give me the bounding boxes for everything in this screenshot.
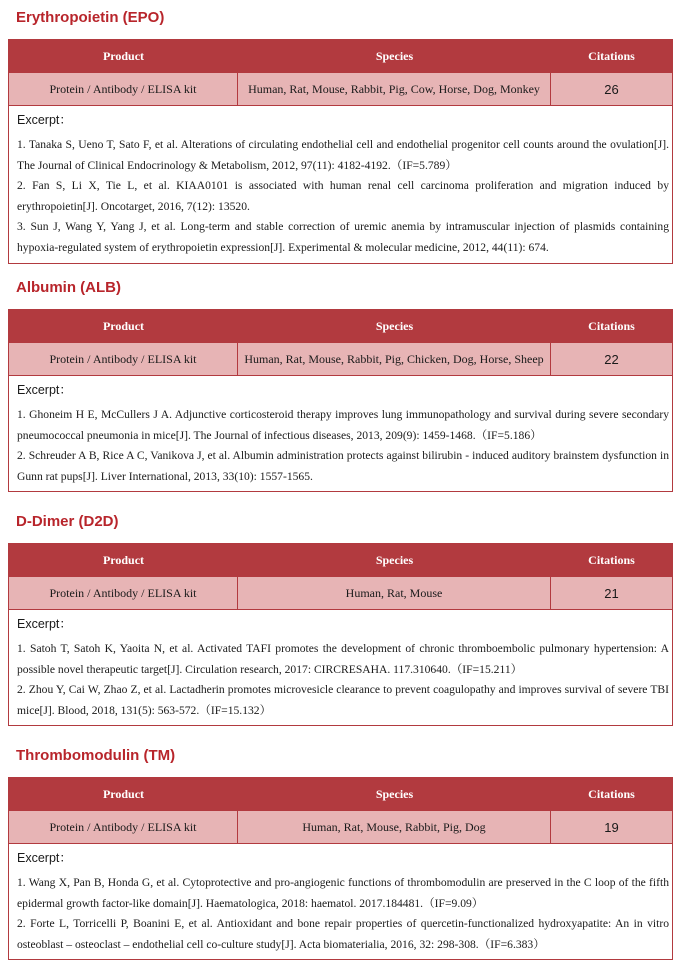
- excerpt-label: Excerpt：: [17, 851, 72, 865]
- table-header-row: [9, 40, 672, 72]
- table-header-row: [9, 544, 672, 576]
- product-table: [8, 309, 673, 492]
- header-product: Product: [102, 786, 145, 801]
- species-cell: Human, Rat, Mouse, Rabbit, Pig, Cow, Horse, Dog, Monkey: [238, 73, 551, 105]
- product-cell: Protein / Antibody / ELISA kit: [9, 73, 238, 105]
- product-table: [8, 39, 673, 264]
- reference-item: 1. Satoh T, Satoh K, Yaoita N, et al. Activated TAFI promotes the development of chronic thromboembolic pulmonary hypertension: A possible novel therapeutic target[J]. Circulation research, 2017: CIRCRESAHA. 117.310640.（IF=15.211）: [17, 642, 669, 676]
- excerpt-block: [9, 609, 672, 725]
- header-species: Species: [375, 318, 414, 333]
- product-table: [8, 777, 673, 960]
- excerpt-label: Excerpt：: [17, 113, 72, 127]
- reference-item: 3. Sun J, Wang Y, Yang J, et al. Long-term and stable correction of uremic anemia by intramuscular injection of plasmids containing hypoxia-regulated system of erythropoietin expression[J]. Experimental & molecular medicine, 2012, 44(11): 674.: [17, 220, 669, 254]
- species-cell: Human, Rat, Mouse, Rabbit, Pig, Dog: [238, 811, 551, 843]
- reference-list: [17, 873, 669, 955]
- excerpt-label: Excerpt：: [17, 383, 72, 397]
- reference-item: 1. Ghoneim H E, McCullers J A. Adjunctive corticosteroid therapy improves lung immunopathology and survival during severe secondary pneumococcal pneumonia in mice[J]. The Journal of infectious diseases, 2013, 209(9): 1459-1468.（IF=5.186）: [17, 408, 669, 442]
- reference-item: 2. Schreuder A B, Rice A C, Vanikova J, et al. Albumin administration protects against bilirubin - induced auditory brainstem dysfunction in Gunn rat pups[J]. Liver International, 2013, 33(10): 1557-1565.: [17, 449, 669, 483]
- section-title: Erythropoietin (EPO): [16, 9, 165, 26]
- section-title: D-Dimer (D2D): [16, 513, 119, 530]
- header-species: Species: [375, 786, 414, 801]
- product-cell: Protein / Antibody / ELISA kit: [9, 811, 238, 843]
- header-product: Product: [102, 48, 145, 63]
- table-row: [9, 810, 672, 843]
- reference-item: 2. Fan S, Li X, Tie L, et al. KIAA0101 is associated with human renal cell carcinoma proliferation and migration induced by erythropoietin[J]. Oncotarget, 2016, 7(12): 13520.: [17, 179, 669, 213]
- citations-cell: 22: [604, 351, 619, 367]
- product-cell: Protein / Antibody / ELISA kit: [9, 577, 238, 609]
- reference-item: 1. Tanaka S, Ueno T, Sato F, et al. Alterations of circulating endothelial cell and endothelial progenitor cell counts around the ovulation[J]. The Journal of Clinical Endocrinology & Metabolism, 2012, 97(11): 4182-4192.（IF=5.789）: [17, 138, 669, 172]
- excerpt-block: [9, 375, 672, 491]
- reference-item: 2. Forte L, Torricelli P, Boanini E, et al. Antioxidant and bone repair properties of quercetin-functionalized hydroxyapatite: An in vitro osteoblast – osteoclast – endothelial cell co-culture study[J]. Acta biomaterialia, 2016, 32: 298-308.（IF=6.383）: [17, 917, 669, 951]
- section-title: Albumin (ALB): [16, 279, 121, 296]
- header-citations: Citations: [588, 552, 635, 567]
- product-table: [8, 543, 673, 726]
- citations-cell: 26: [604, 81, 619, 97]
- header-product: Product: [102, 552, 145, 567]
- table-row: [9, 576, 672, 609]
- header-species: Species: [375, 48, 414, 63]
- reference-item: 2. Zhou Y, Cai W, Zhao Z, et al. Lactadherin promotes microvesicle clearance to prevent coagulopathy and improves survival of severe TBI mice[J]. Blood, 2018, 131(5): 563-572.（IF=15.132）: [17, 683, 669, 717]
- header-citations: Citations: [588, 48, 635, 63]
- reference-item: 1. Wang X, Pan B, Honda G, et al. Cytoprotective and pro-angiogenic functions of thrombomodulin are preserved in the C loop of the fifth epidermal growth factor-like domain[J]. Haematologica, 2018: haematol. 2017.184481.（IF=9.09）: [17, 876, 669, 910]
- table-row: [9, 72, 672, 105]
- excerpt-label: Excerpt：: [17, 617, 72, 631]
- product-cell: Protein / Antibody / ELISA kit: [9, 343, 238, 375]
- reference-list: [17, 135, 669, 259]
- table-row: [9, 342, 672, 375]
- citations-cell: 19: [604, 819, 619, 835]
- reference-list: [17, 405, 669, 487]
- header-species: Species: [375, 552, 414, 567]
- header-product: Product: [102, 318, 145, 333]
- table-header-row: [9, 778, 672, 810]
- citations-cell: 21: [604, 585, 619, 601]
- header-citations: Citations: [588, 786, 635, 801]
- header-citations: Citations: [588, 318, 635, 333]
- section-title: Thrombomodulin (TM): [16, 747, 176, 764]
- table-header-row: [9, 310, 672, 342]
- reference-list: [17, 639, 669, 721]
- species-cell: Human, Rat, Mouse: [238, 577, 551, 609]
- excerpt-block: [9, 105, 672, 263]
- excerpt-block: [9, 843, 672, 959]
- species-cell: Human, Rat, Mouse, Rabbit, Pig, Chicken, Dog, Horse, Sheep: [238, 343, 551, 375]
